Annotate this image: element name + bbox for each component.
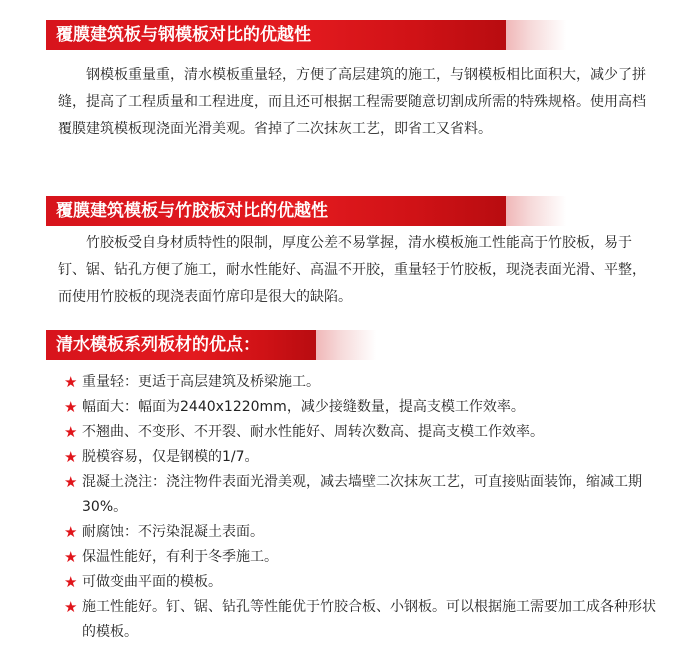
list-item-text: 脱模容易，仅是钢模的1/7。 bbox=[82, 449, 259, 465]
star-icon: ★ bbox=[64, 573, 78, 591]
list-item-text: 保温性能好，有利于冬季施工。 bbox=[82, 549, 278, 565]
section-banner bbox=[46, 196, 506, 226]
list-item bbox=[64, 545, 664, 570]
section-paragraph: 竹胶板受自身材质特性的限制，厚度公差不易掌握，清水模板施工性能高于竹胶板，易于钉、锯、钻孔方便了施工，耐水性能好、高温不开胶，重量轻于竹胶板，现浇表面光滑、平整，而使用竹胶板的现浇表面竹席印是很大的缺陷。 bbox=[58, 235, 646, 305]
star-icon: ★ bbox=[64, 473, 78, 491]
section-title: 覆膜建筑模板与竹胶板对比的优越性 bbox=[56, 201, 328, 221]
list-item bbox=[64, 445, 664, 470]
section-banner bbox=[46, 20, 506, 50]
section-paragraph: 钢模板重量重，清水模板重量轻，方便了高层建筑的施工，与钢模板相比面积大，减少了拼缝，提高了工程质量和工程进度，而且还可根据工程需要随意切割成所需的特殊规格。使用高档覆膜建筑模板现浇面光滑美观。省掉了二次抹灰工艺，即省工又省料。 bbox=[58, 67, 646, 137]
list-item-text: 耐腐蚀：不污染混凝土表面。 bbox=[82, 524, 264, 540]
banner-fade bbox=[506, 20, 566, 50]
list-item bbox=[64, 520, 664, 545]
advantages-list bbox=[64, 370, 664, 645]
list-item bbox=[64, 470, 664, 520]
banner-fade bbox=[506, 196, 566, 226]
list-item bbox=[64, 395, 664, 420]
list-item bbox=[64, 370, 664, 395]
section-title: 覆膜建筑板与钢模板对比的优越性 bbox=[56, 25, 311, 45]
list-item-text: 可做变曲平面的模板。 bbox=[82, 574, 222, 590]
star-icon: ★ bbox=[64, 448, 78, 466]
star-icon: ★ bbox=[64, 423, 78, 441]
list-item-text: 不翘曲、不变形、不开裂、耐水性能好、周转次数高、提高支模工作效率。 bbox=[82, 424, 544, 440]
section-advantages bbox=[0, 330, 700, 360]
list-item-text: 混凝土浇注：浇注物件表面光滑美观，减去墙壁二次抹灰工艺，可直接贴面装饰，缩减工期30%。 bbox=[82, 474, 642, 515]
section-banner bbox=[46, 330, 316, 360]
list-item bbox=[64, 420, 664, 445]
section-bamboo-comparison bbox=[0, 196, 700, 226]
star-icon: ★ bbox=[64, 598, 78, 616]
section-steel-comparison bbox=[0, 20, 700, 50]
list-item-text: 重量轻：更适于高层建筑及桥梁施工。 bbox=[82, 374, 320, 390]
star-icon: ★ bbox=[64, 523, 78, 541]
star-icon: ★ bbox=[64, 373, 78, 391]
star-icon: ★ bbox=[64, 398, 78, 416]
star-icon: ★ bbox=[64, 548, 78, 566]
list-item bbox=[64, 570, 664, 595]
banner-fade bbox=[316, 330, 376, 360]
list-item-text: 施工性能好。钉、锯、钻孔等性能优于竹胶合板、小钢板。可以根据施工需要加工成各种形状的模板。 bbox=[82, 599, 656, 640]
section-title: 清水模板系列板材的优点： bbox=[56, 335, 260, 355]
list-item-text: 幅面大：幅面为2440x1220mm，减少接缝数量，提高支模工作效率。 bbox=[82, 399, 525, 415]
